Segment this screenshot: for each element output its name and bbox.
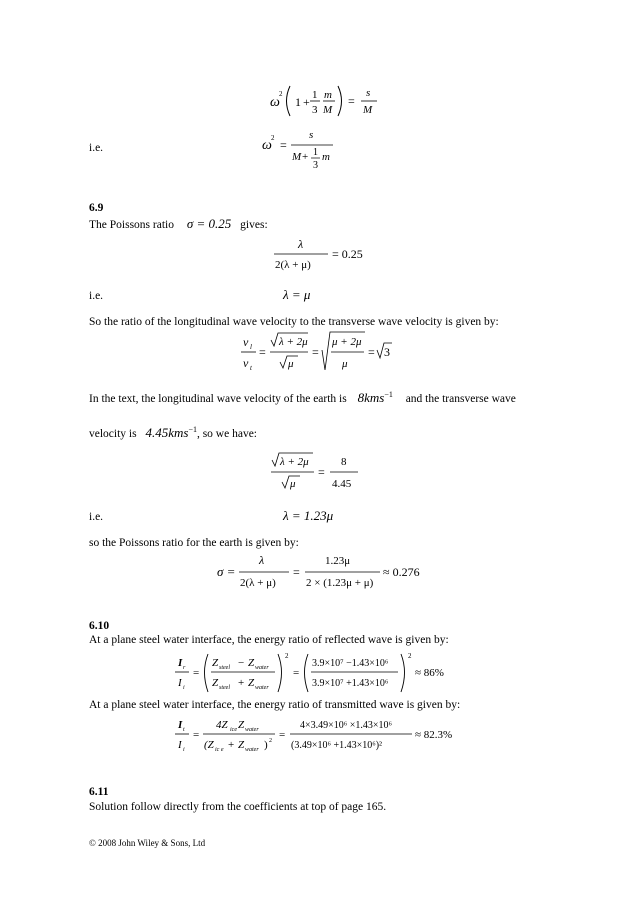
long-velocity-exp: −1 — [384, 390, 393, 400]
eq9-sq1: 2 — [285, 652, 289, 660]
eq2-m: m — [322, 151, 330, 163]
eq9-den-water: water — [255, 685, 269, 691]
eq5-n1: λ + 2μ — [279, 336, 308, 348]
eq1-third-num: 1 — [312, 89, 318, 101]
eq5-vl: v — [243, 335, 249, 349]
poisson-earth-text: so the Poissons ratio for the earth is given by: — [89, 537, 299, 549]
eq8-eq: = — [293, 565, 300, 579]
eq2-1: 1 — [313, 147, 318, 158]
eq5-d1: μ — [288, 358, 294, 370]
eq9-eq2: = — [293, 667, 300, 679]
eq6-num: λ + 2μ — [280, 456, 309, 468]
eq3-den: 2(λ + μ) — [275, 259, 311, 271]
eq10-rnum: 4×3.49×10⁶ ×1.43×10⁶ — [300, 720, 393, 731]
eq10-plus: + — [228, 739, 235, 751]
long-velocity: 8kms — [357, 390, 385, 405]
copyright-footer: © 2008 John Wiley & Sons, Ltd — [89, 838, 206, 848]
eq1-s: s — [366, 87, 371, 99]
eq10-den-water: water — [245, 747, 259, 753]
eq1-M2: M — [363, 104, 373, 116]
eq2-M: M — [292, 151, 302, 163]
equation-lambda-value: λ = 1.23μ — [283, 508, 334, 523]
section-6-9-heading: 6.9 — [89, 202, 104, 214]
eq8-n1: λ — [259, 553, 265, 567]
eq10-rhs: ≈ 82.3% — [415, 729, 453, 741]
gives-label: gives: — [240, 219, 268, 231]
eq10-den-ice: ic e — [215, 747, 224, 753]
reflected-intro-text: At a plane steel water interface, the energy ratio of reflected wave is given by: — [89, 634, 449, 646]
eq10-Ii: I — [178, 739, 182, 751]
eq8-rhs: ≈ 0.276 — [383, 565, 420, 579]
eq2-s: s — [309, 129, 314, 141]
eq2-omega: ω — [262, 138, 272, 153]
transmitted-intro-text: At a plane steel water interface, the energy ratio of transmitted wave is given by: — [89, 699, 461, 711]
eq1-equals: = — [348, 94, 355, 108]
eq1-M: M — [323, 104, 333, 116]
eq9-eq1: = — [193, 667, 200, 679]
and-trans-label: and the transverse wave — [405, 393, 516, 405]
text-velocity-line — [89, 390, 549, 406]
eq5-n2: μ + 2μ — [332, 336, 362, 348]
eq8-sigma: σ = — [217, 564, 236, 579]
eq8-d1: 2(λ + μ) — [240, 577, 276, 589]
eq5-eq2: = — [312, 345, 319, 359]
trans-velocity: 4.45kms — [145, 425, 189, 440]
eq1-right-paren — [338, 86, 342, 116]
eq9-plus: + — [238, 677, 245, 689]
eq5-eq3: = — [368, 345, 375, 359]
eq8-n2: 1.23μ — [325, 555, 351, 567]
ie-label-1: i.e. — [89, 142, 104, 154]
eq10-num: 4Z — [216, 719, 228, 731]
eq9-Ii: I — [178, 677, 182, 689]
eq9-den: Z — [212, 677, 219, 689]
ratio-intro-text: So the ratio of the longitudinal wave velocity to the transverse wave velocity is given by: — [89, 316, 499, 328]
eq5-vt-sub: t — [250, 364, 252, 372]
section-6-11-heading: 6.11 — [89, 786, 109, 798]
eq5-eq1: = — [259, 345, 266, 359]
trans-velocity-exp: −1 — [188, 425, 197, 435]
eq10-den-z2: Z — [238, 739, 245, 751]
eq2-exp: 2 — [271, 134, 275, 142]
velocity-is-label: velocity is — [89, 428, 137, 440]
equation-lambda-equals-mu: λ = μ — [283, 287, 311, 302]
solution-text: Solution follow directly from the coefficients at top of page 165. — [89, 801, 387, 813]
eq6-rden: 4.45 — [332, 478, 352, 490]
eq9-den-steel: steel — [219, 685, 230, 691]
eq9-Ir-sub: r — [183, 665, 186, 671]
eq9-num: Z — [212, 657, 219, 669]
section-6-10-heading: 6.10 — [89, 620, 110, 632]
poisson-intro-text — [89, 216, 268, 232]
eq10-eq2: = — [279, 729, 286, 741]
eq2-3: 3 — [313, 160, 318, 171]
equation-reflected-energy — [172, 648, 457, 696]
eq8-d2: 2 × (1.23μ + μ) — [306, 577, 374, 589]
eq3-rhs: = 0.25 — [332, 247, 363, 261]
eq9-minus: − — [238, 657, 245, 669]
eq5-vt: v — [243, 356, 249, 370]
in-text-label: In the text, the longitudinal wave velocity of the earth is — [89, 393, 347, 405]
trans-velocity-line — [89, 425, 257, 441]
eq10-rden: (3.49×10⁶ +1.43×10⁶)² — [291, 740, 383, 751]
so-we-have-label: , so we have: — [196, 428, 257, 440]
eq6-rnum: 8 — [341, 456, 347, 468]
eq9-sq2: 2 — [408, 652, 412, 660]
eq1-plus: + — [303, 95, 310, 109]
eq10-den-close: ) — [264, 739, 268, 751]
eq9-num-water: water — [255, 665, 269, 671]
eq9-rhs: ≈ 86% — [415, 667, 444, 679]
eq9-den-z2: Z — [248, 677, 255, 689]
eq10-Ii-sub: i — [183, 747, 185, 753]
eq2-equals: = — [280, 138, 287, 152]
eq1-exp: 2 — [279, 90, 283, 98]
eq9-rnum: 3.9×10⁷ −1.43×10⁶ — [312, 658, 389, 669]
equation-velocity-ratio — [240, 330, 390, 376]
eq6-eq: = — [318, 465, 325, 479]
eq3-num: λ — [298, 237, 304, 251]
equation-poisson-earth — [215, 552, 420, 592]
eq1-omega: ω — [270, 95, 280, 110]
eq5-d2: μ — [342, 358, 348, 370]
eq10-eq1: = — [193, 729, 200, 741]
eq6-den: μ — [290, 478, 296, 490]
equation-transmitted-energy — [172, 712, 462, 756]
eq10-num-water: water — [245, 727, 259, 733]
eq9-Ir: I — [178, 657, 183, 669]
equation-omega-squared — [258, 124, 338, 182]
eq2-plus: + — [302, 151, 309, 163]
eq10-It: I — [178, 719, 183, 731]
poisson-intro-label: The Poissons ratio — [89, 219, 174, 231]
eq10-It-sub: t — [183, 727, 185, 733]
eq1-left-paren — [287, 86, 291, 116]
eq9-Ii-sub: i — [183, 685, 185, 691]
eq1-third-den: 3 — [312, 104, 318, 116]
ie-label-3: i.e. — [89, 511, 104, 523]
eq9-num-z2: Z — [248, 657, 255, 669]
eq9-num-steel: steel — [219, 665, 230, 671]
eq5-rhs: 3 — [384, 345, 390, 359]
equation-velocity-numeric — [270, 450, 370, 496]
eq1-one: 1 — [295, 95, 301, 109]
eq9-rden: 3.9×10⁷ +1.43×10⁶ — [312, 678, 389, 689]
eq10-den-sq: 2 — [269, 738, 272, 744]
sigma-value: σ = 0.25 — [186, 216, 232, 231]
eq10-num-z2: Z — [238, 719, 245, 731]
eq10-den: (Z — [204, 739, 214, 751]
eq5-vl-sub: l — [250, 343, 252, 351]
ie-label-2: i.e. — [89, 290, 104, 302]
equation-poisson-ratio — [268, 234, 378, 274]
eq10-num-ice: ice — [230, 727, 237, 733]
eq1-m: m — [324, 89, 332, 101]
equation-omega-relation — [265, 78, 385, 123]
